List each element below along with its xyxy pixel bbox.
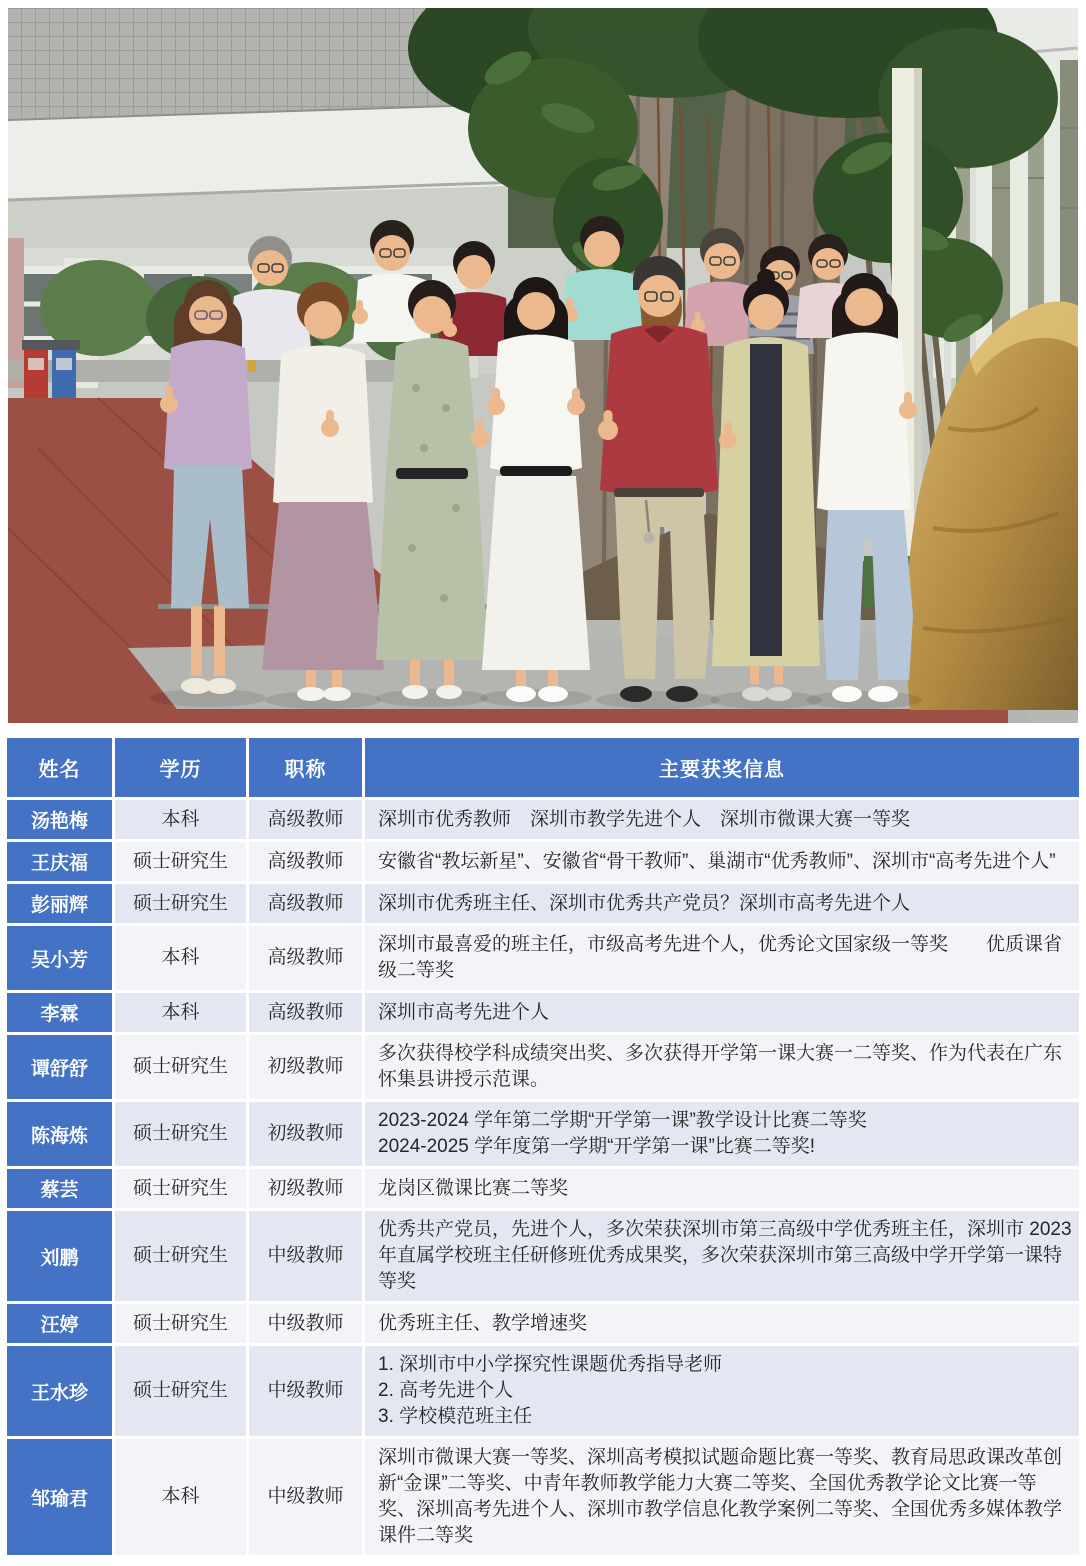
awards-cell — [364, 992, 1081, 1034]
table-body — [6, 799, 1081, 1557]
awards-cell — [364, 1303, 1081, 1345]
award-line: 优秀班主任、教学增速奖 — [378, 1312, 588, 1334]
award-line: 深圳市优秀教师 深圳市教学先进个人 深圳市微课大赛一等奖 — [378, 808, 911, 830]
degree-cell: 本科 — [114, 992, 248, 1034]
name-cell: 彭丽辉 — [6, 883, 114, 925]
group-photo — [8, 8, 1078, 723]
table-row — [6, 841, 1081, 883]
name-cell: 邹瑜君 — [6, 1438, 114, 1557]
awards-cell — [364, 883, 1081, 925]
name-cell: 蔡芸 — [6, 1168, 114, 1210]
table-row — [6, 1210, 1081, 1303]
title-cell: 初级教师 — [248, 1034, 364, 1101]
awards-cell — [364, 1168, 1081, 1210]
name-cell: 李霖 — [6, 992, 114, 1034]
degree-cell: 硕士研究生 — [114, 1345, 248, 1438]
degree-cell: 硕士研究生 — [114, 883, 248, 925]
table-row — [6, 925, 1081, 992]
degree-cell: 本科 — [114, 925, 248, 992]
header-degree: 学历 — [114, 737, 248, 799]
title-cell: 初级教师 — [248, 1101, 364, 1168]
header-title: 职称 — [248, 737, 364, 799]
name-cell: 吴小芳 — [6, 925, 114, 992]
award-line: 深圳市最喜爱的班主任，市级高考先进个人，优秀论文国家级一等奖 优质课省级二等奖 — [378, 934, 1063, 981]
degree-cell: 硕士研究生 — [114, 1210, 248, 1303]
name-cell: 王水珍 — [6, 1345, 114, 1438]
title-cell: 中级教师 — [248, 1438, 364, 1557]
red-tile-strip — [8, 709, 1008, 723]
table-row — [6, 1303, 1081, 1345]
degree-cell: 本科 — [114, 1438, 248, 1557]
award-line: 2023-2024 学年第二学期“开学第一课”教学设计比赛二等奖 — [378, 1110, 867, 1131]
award-line: 龙岗区微课比赛二等奖 — [378, 1177, 569, 1199]
title-cell: 高级教师 — [248, 883, 364, 925]
table-row — [6, 799, 1081, 841]
awards-cell — [364, 841, 1081, 883]
name-cell: 王庆福 — [6, 841, 114, 883]
table-header-row — [6, 737, 1081, 799]
name-cell: 刘鹏 — [6, 1210, 114, 1303]
award-line: 深圳市高考先进个人 — [378, 1001, 550, 1023]
table-row — [6, 992, 1081, 1034]
awards-cell — [364, 925, 1081, 992]
title-cell: 高级教师 — [248, 992, 364, 1034]
header-name: 姓名 — [6, 737, 114, 799]
group-photo-illustration — [8, 8, 1078, 723]
awards-cell — [364, 1210, 1081, 1303]
table-row — [6, 1438, 1081, 1557]
award-line: 3. 学校模范班主任 — [378, 1406, 533, 1427]
awards-cell — [364, 799, 1081, 841]
degree-cell: 硕士研究生 — [114, 1034, 248, 1101]
name-cell: 谭舒舒 — [6, 1034, 114, 1101]
award-line: 2024-2025 学年度第一学期“开学第一课”比赛二等奖! — [378, 1136, 816, 1157]
title-cell: 高级教师 — [248, 841, 364, 883]
award-line: 1. 深圳市中小学探究性课题优秀指导老师 — [378, 1354, 723, 1375]
table-row — [6, 1168, 1081, 1210]
name-cell: 汪婷 — [6, 1303, 114, 1345]
degree-cell: 硕士研究生 — [114, 841, 248, 883]
award-line: 深圳市优秀班主任、深圳市优秀共产党员？深圳市高考先进个人 — [378, 892, 911, 914]
name-cell: 陈海炼 — [6, 1101, 114, 1168]
degree-cell: 硕士研究生 — [114, 1168, 248, 1210]
table-row — [6, 883, 1081, 925]
awards-cell — [364, 1034, 1081, 1101]
title-cell: 初级教师 — [248, 1168, 364, 1210]
title-cell: 中级教师 — [248, 1345, 364, 1438]
degree-cell: 硕士研究生 — [114, 1303, 248, 1345]
award-line: 多次获得校学科成绩突出奖、多次获得开学第一课大赛一二等奖、作为代表在广东怀集县讲授示范课。 — [378, 1043, 1063, 1090]
title-cell: 中级教师 — [248, 1303, 364, 1345]
awards-cell — [364, 1438, 1081, 1557]
award-line: 2. 高考先进个人 — [378, 1380, 514, 1401]
table-row — [6, 1034, 1081, 1101]
teacher-awards-table — [4, 735, 1082, 1558]
title-cell: 中级教师 — [248, 1210, 364, 1303]
awards-cell — [364, 1101, 1081, 1168]
name-cell: 汤艳梅 — [6, 799, 114, 841]
award-line: 深圳市微课大赛一等奖、深圳高考模拟试题命题比赛一等奖、教育局思政课改革创新“金课”二等奖、中青年教师教学能力大赛二等奖、全国优秀教学论文比赛一等奖、深圳高考先进个人、深圳市教学信息化教学案例二等奖、全国优秀多媒体教学课件二等奖 — [378, 1447, 1063, 1546]
header-awards: 主要获奖信息 — [364, 737, 1081, 799]
award-line: 安徽省“教坛新星”、安徽省“骨干教师”、巢湖市“优秀教师”、深圳市“高考先进个人” — [378, 850, 1056, 872]
title-cell: 高级教师 — [248, 799, 364, 841]
degree-cell: 本科 — [114, 799, 248, 841]
award-line: 优秀共产党员，先进个人，多次荣获深圳市第三高级中学优秀班主任，深圳市 2023 年直属学校班主任研修班优秀成果奖，多次荣获深圳市第三高级中学开学第一课特等奖 — [378, 1219, 1072, 1292]
table-row — [6, 1101, 1081, 1168]
title-cell: 高级教师 — [248, 925, 364, 992]
page — [0, 8, 1086, 1558]
degree-cell: 硕士研究生 — [114, 1101, 248, 1168]
table-row — [6, 1345, 1081, 1438]
awards-cell — [364, 1345, 1081, 1438]
